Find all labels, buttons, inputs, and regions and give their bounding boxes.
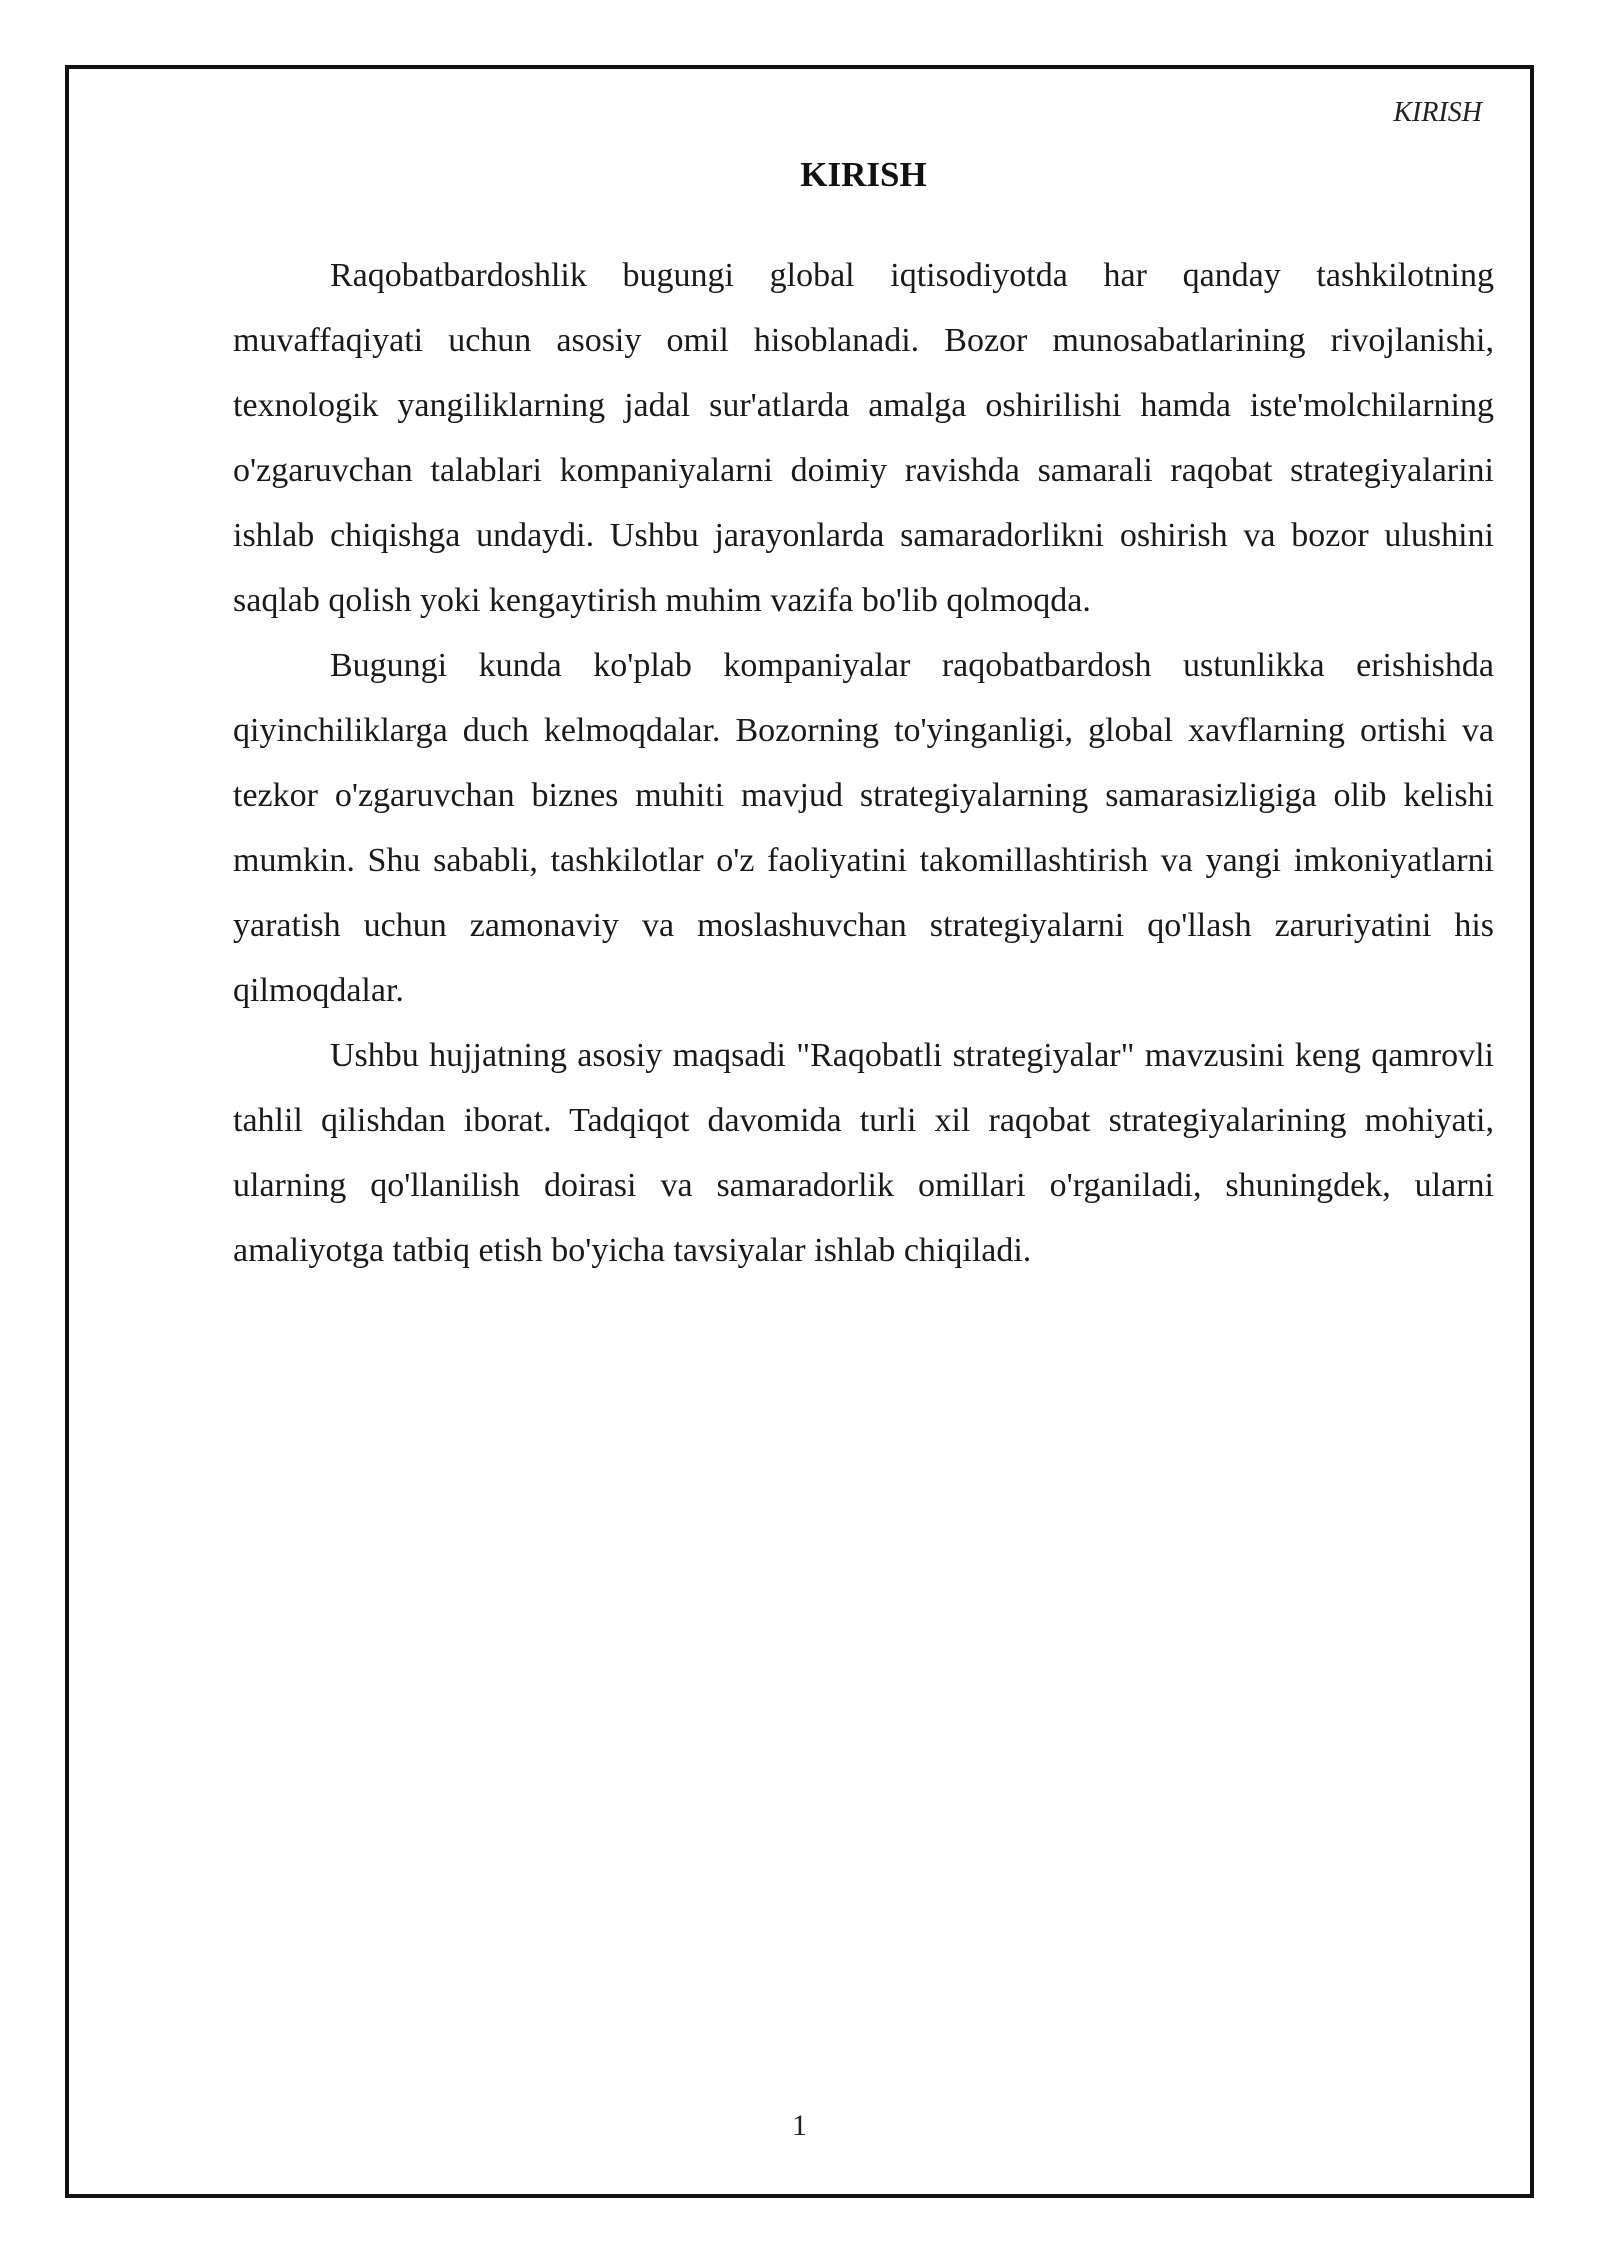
page-title: KIRISH <box>800 155 927 194</box>
running-header: KIRISH <box>1393 97 1482 128</box>
body-text <box>233 243 1494 1283</box>
page-content <box>233 151 1494 1283</box>
paragraph-3: Ushbu hujjatning asosiy maqsadi "Raqobatli strategiyalar" mavzusini keng qamrovli tahlil qilishdan iborat. Tadqiqot davomida turli xil raqobat strategiyalarining mohiyati, ularning qo'llanilish doirasi va samaradorlik omillari o'rganiladi, shuningdek, ularni amaliyotga tatbiq etish bo'yicha tavsiyalar ishlab chiqiladi. <box>233 1037 1494 1269</box>
page-number: 1 <box>792 2109 807 2142</box>
page-frame <box>65 65 1534 2198</box>
paragraph-2: Bugungi kunda ko'plab kompaniyalar raqobatbardosh ustunlikka erishishda qiyinchiliklarga duch kelmoqdalar. Bozorning to'yinganligi, global xavflarning ortishi va tezkor o'zgaruvchan biznes muhiti mavjud strategiyalarning samarasizligiga olib kelishi mumkin. Shu sababli, tashkilotlar o'z faoliyatini takomillashtirish va yangi imkoniyatlarni yaratish uchun zamonaviy va moslashuvchan strategiyalarni qo'llash zaruriyatini his qilmoqdalar. <box>233 647 1494 1009</box>
paragraph-1: Raqobatbardoshlik bugungi global iqtisodiyotda har qanday tashkilotning muvaffaqiyati uchun asosiy omil hisoblanadi. Bozor munosabatlarining rivojlanishi, texnologik yangiliklarning jadal sur'atlarda amalga oshirilishi hamda iste'molchilarning o'zgaruvchan talablari kompaniyalarni doimiy ravishda samarali raqobat strategiyalarini ishlab chiqishga undaydi. Ushbu jarayonlarda samaradorlikni oshirish va bozor ulushini saqlab qolish yoki kengaytirish muhim vazifa bo'lib qolmoqda. <box>233 257 1494 619</box>
